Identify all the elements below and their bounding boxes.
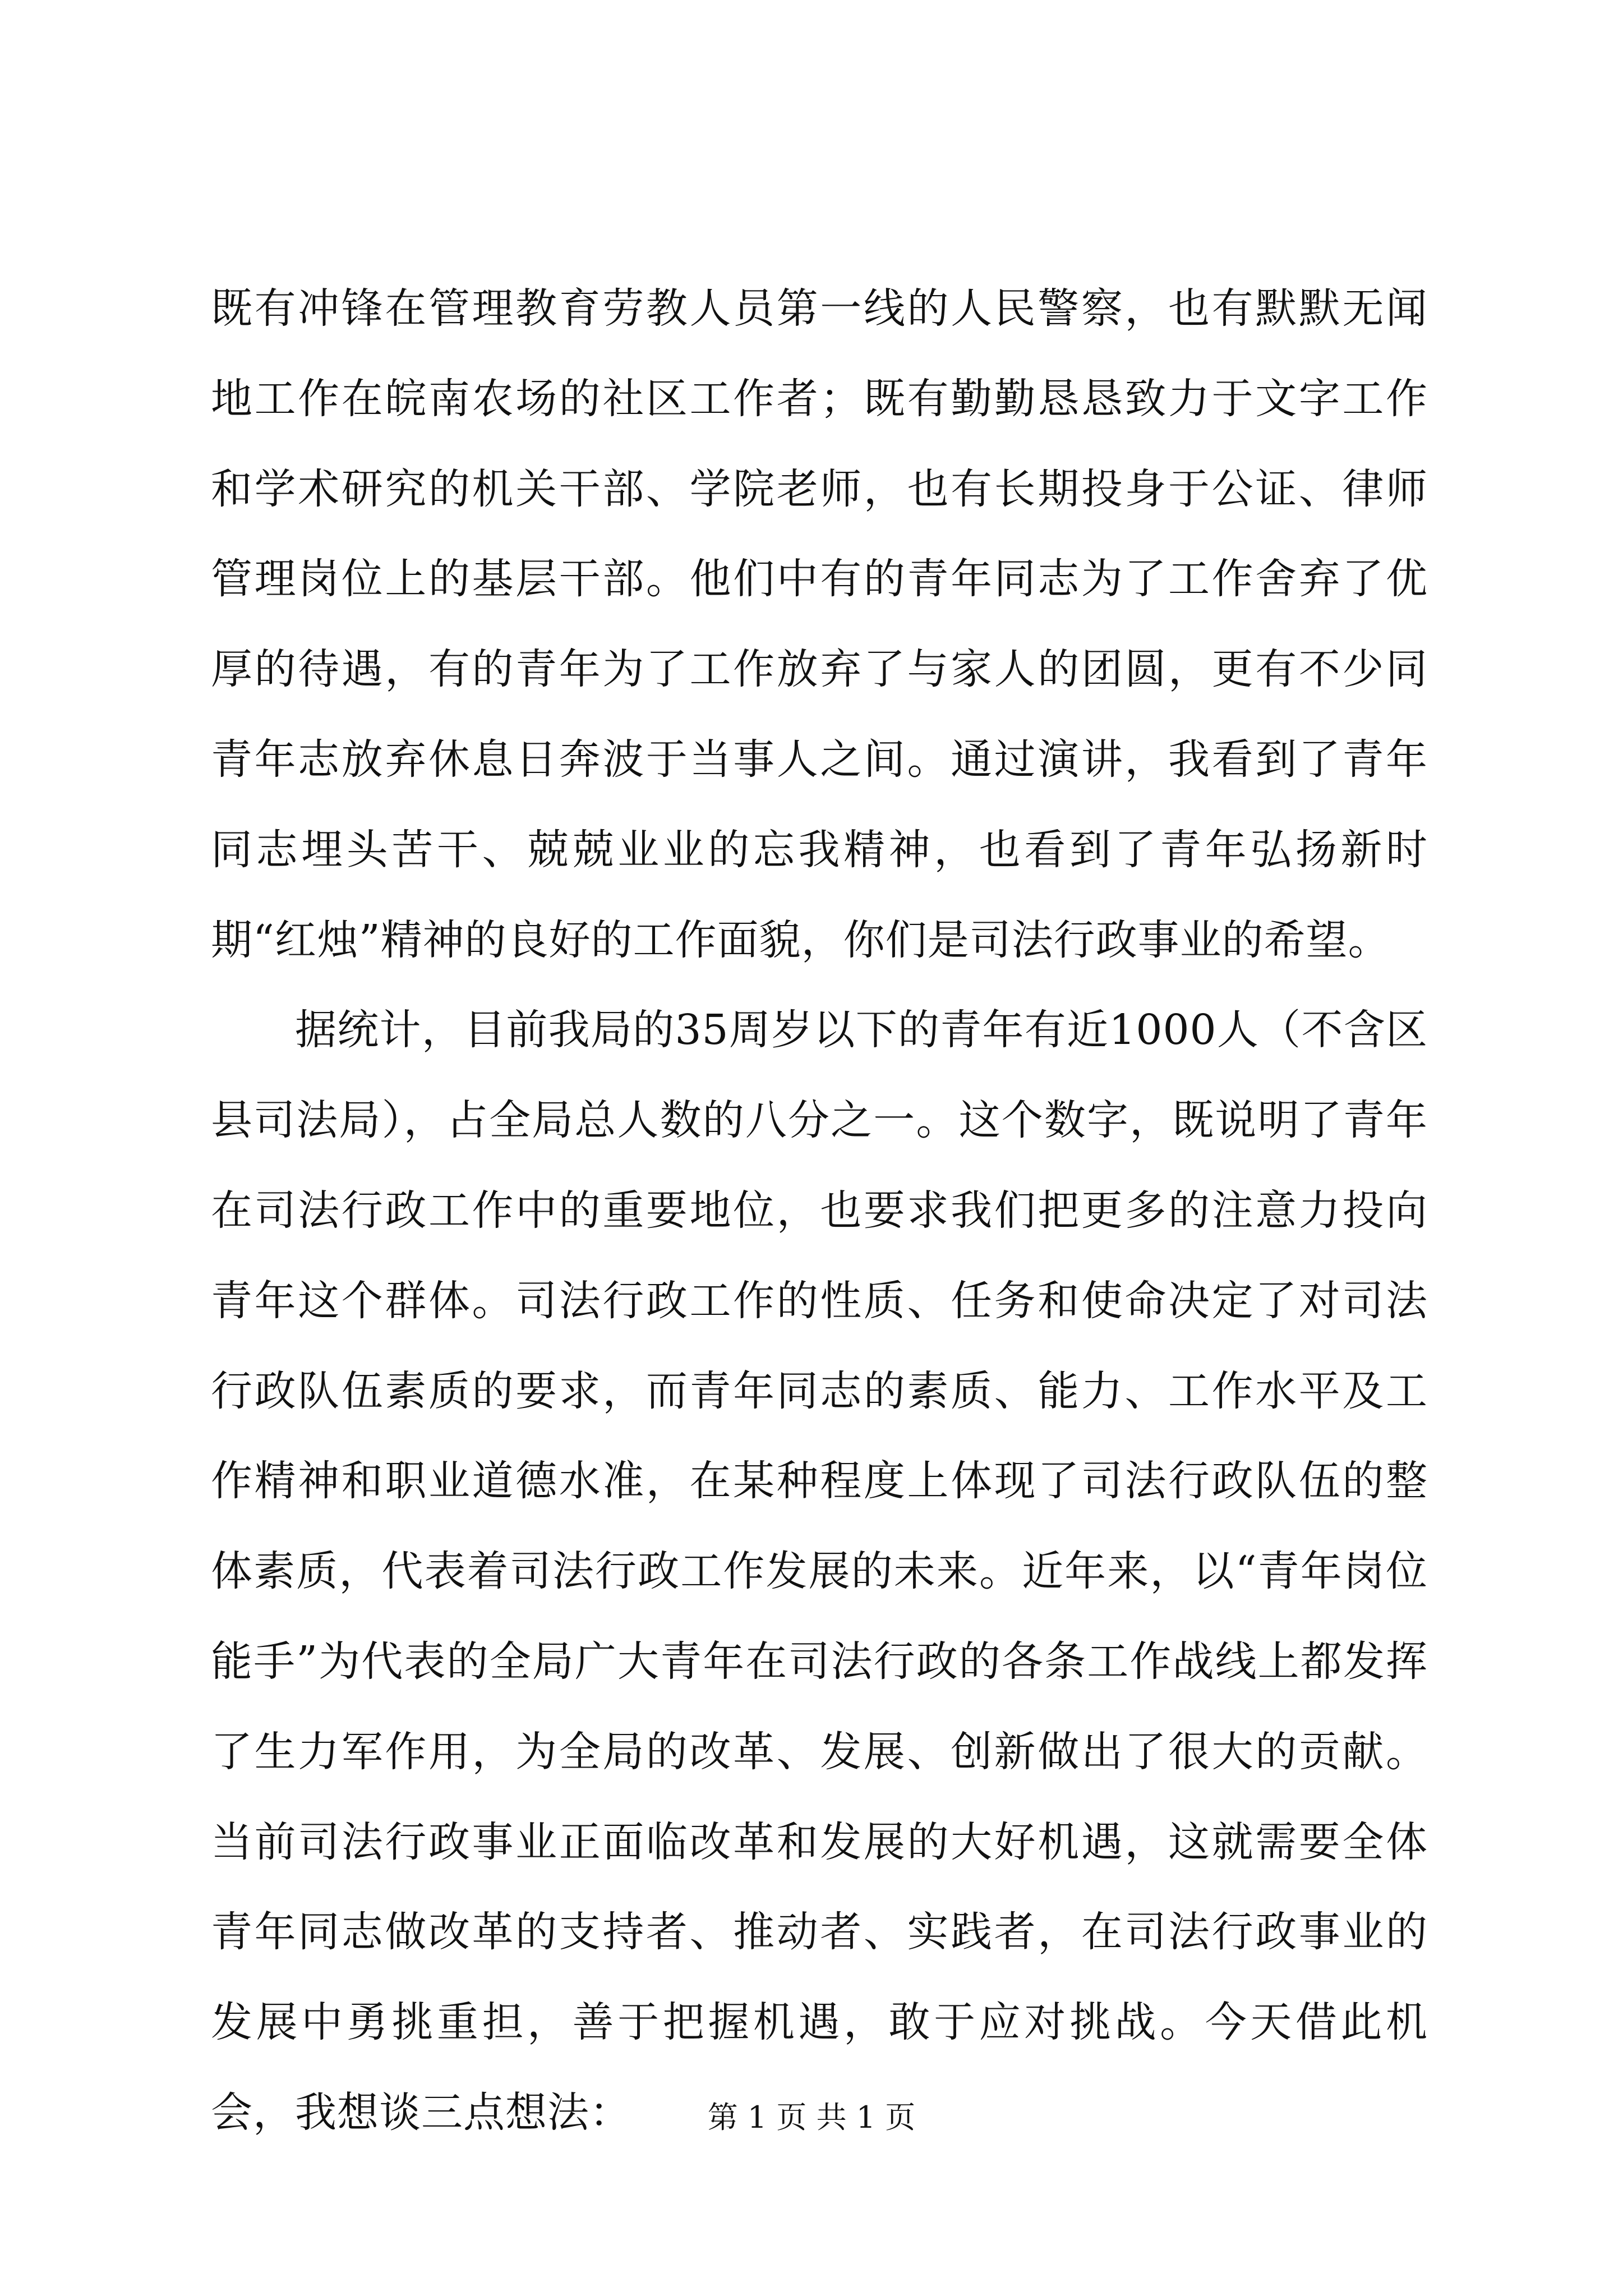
- document-body: [211, 264, 1428, 2158]
- paragraph-statistics: 据统计，目前我局的35周岁以下的青年有近1000人（不含区县司法局），占全局总人数的八分之一。这个数字，既说明了青年在司法行政工作中的重要地位，也要求我们把更多的注意力投向青年这个群体。司法行政工作的性质、任务和使命决定了对司法行政队伍素质的要求，而青年同志的素质、能力、工作水平及工作精神和职业道德水准，在某种程度上体现了司法行政队伍的整体素质，代表着司法行政工作发展的未来。近年来，以“青年岗位能手”为代表的全局广大青年在司法行政的各条工作战线上都发挥了生力军作用，为全局的改革、发展、创新做出了很大的贡献。当前司法行政事业正面临改革和发展的大好机遇，这就需要全体青年同志做改革的支持者、推动者、实践者，在司法行政事业的发展中勇挑重担，善于把握机遇，敢于应对挑战。今天借此机会，我想谈三点想法：: [211, 1006, 1428, 2137]
- page-footer: 第 1 页 共 1 页: [707, 2100, 916, 2135]
- paragraph-continued: 既有冲锋在管理教育劳教人员第一线的人民警察，也有默默无闻地工作在皖南农场的社区工作者；既有勤勤恳恳致力于文字工作和学术研究的机关干部、学院老师，也有长期投身于公证、律师管理岗位上的基层干部。他们中有的青年同志为了工作舍弃了优厚的待遇，有的青年为了工作放弃了与家人的团圆，更有不少同青年志放弃休息日奔波于当事人之间。通过演讲，我看到了青年同志埋头苦干、兢兢业业的忘我精神，也看到了青年弘扬新时期“红烛”精神的良好的工作面貌，你们是司法行政事业的希望。: [211, 284, 1428, 964]
